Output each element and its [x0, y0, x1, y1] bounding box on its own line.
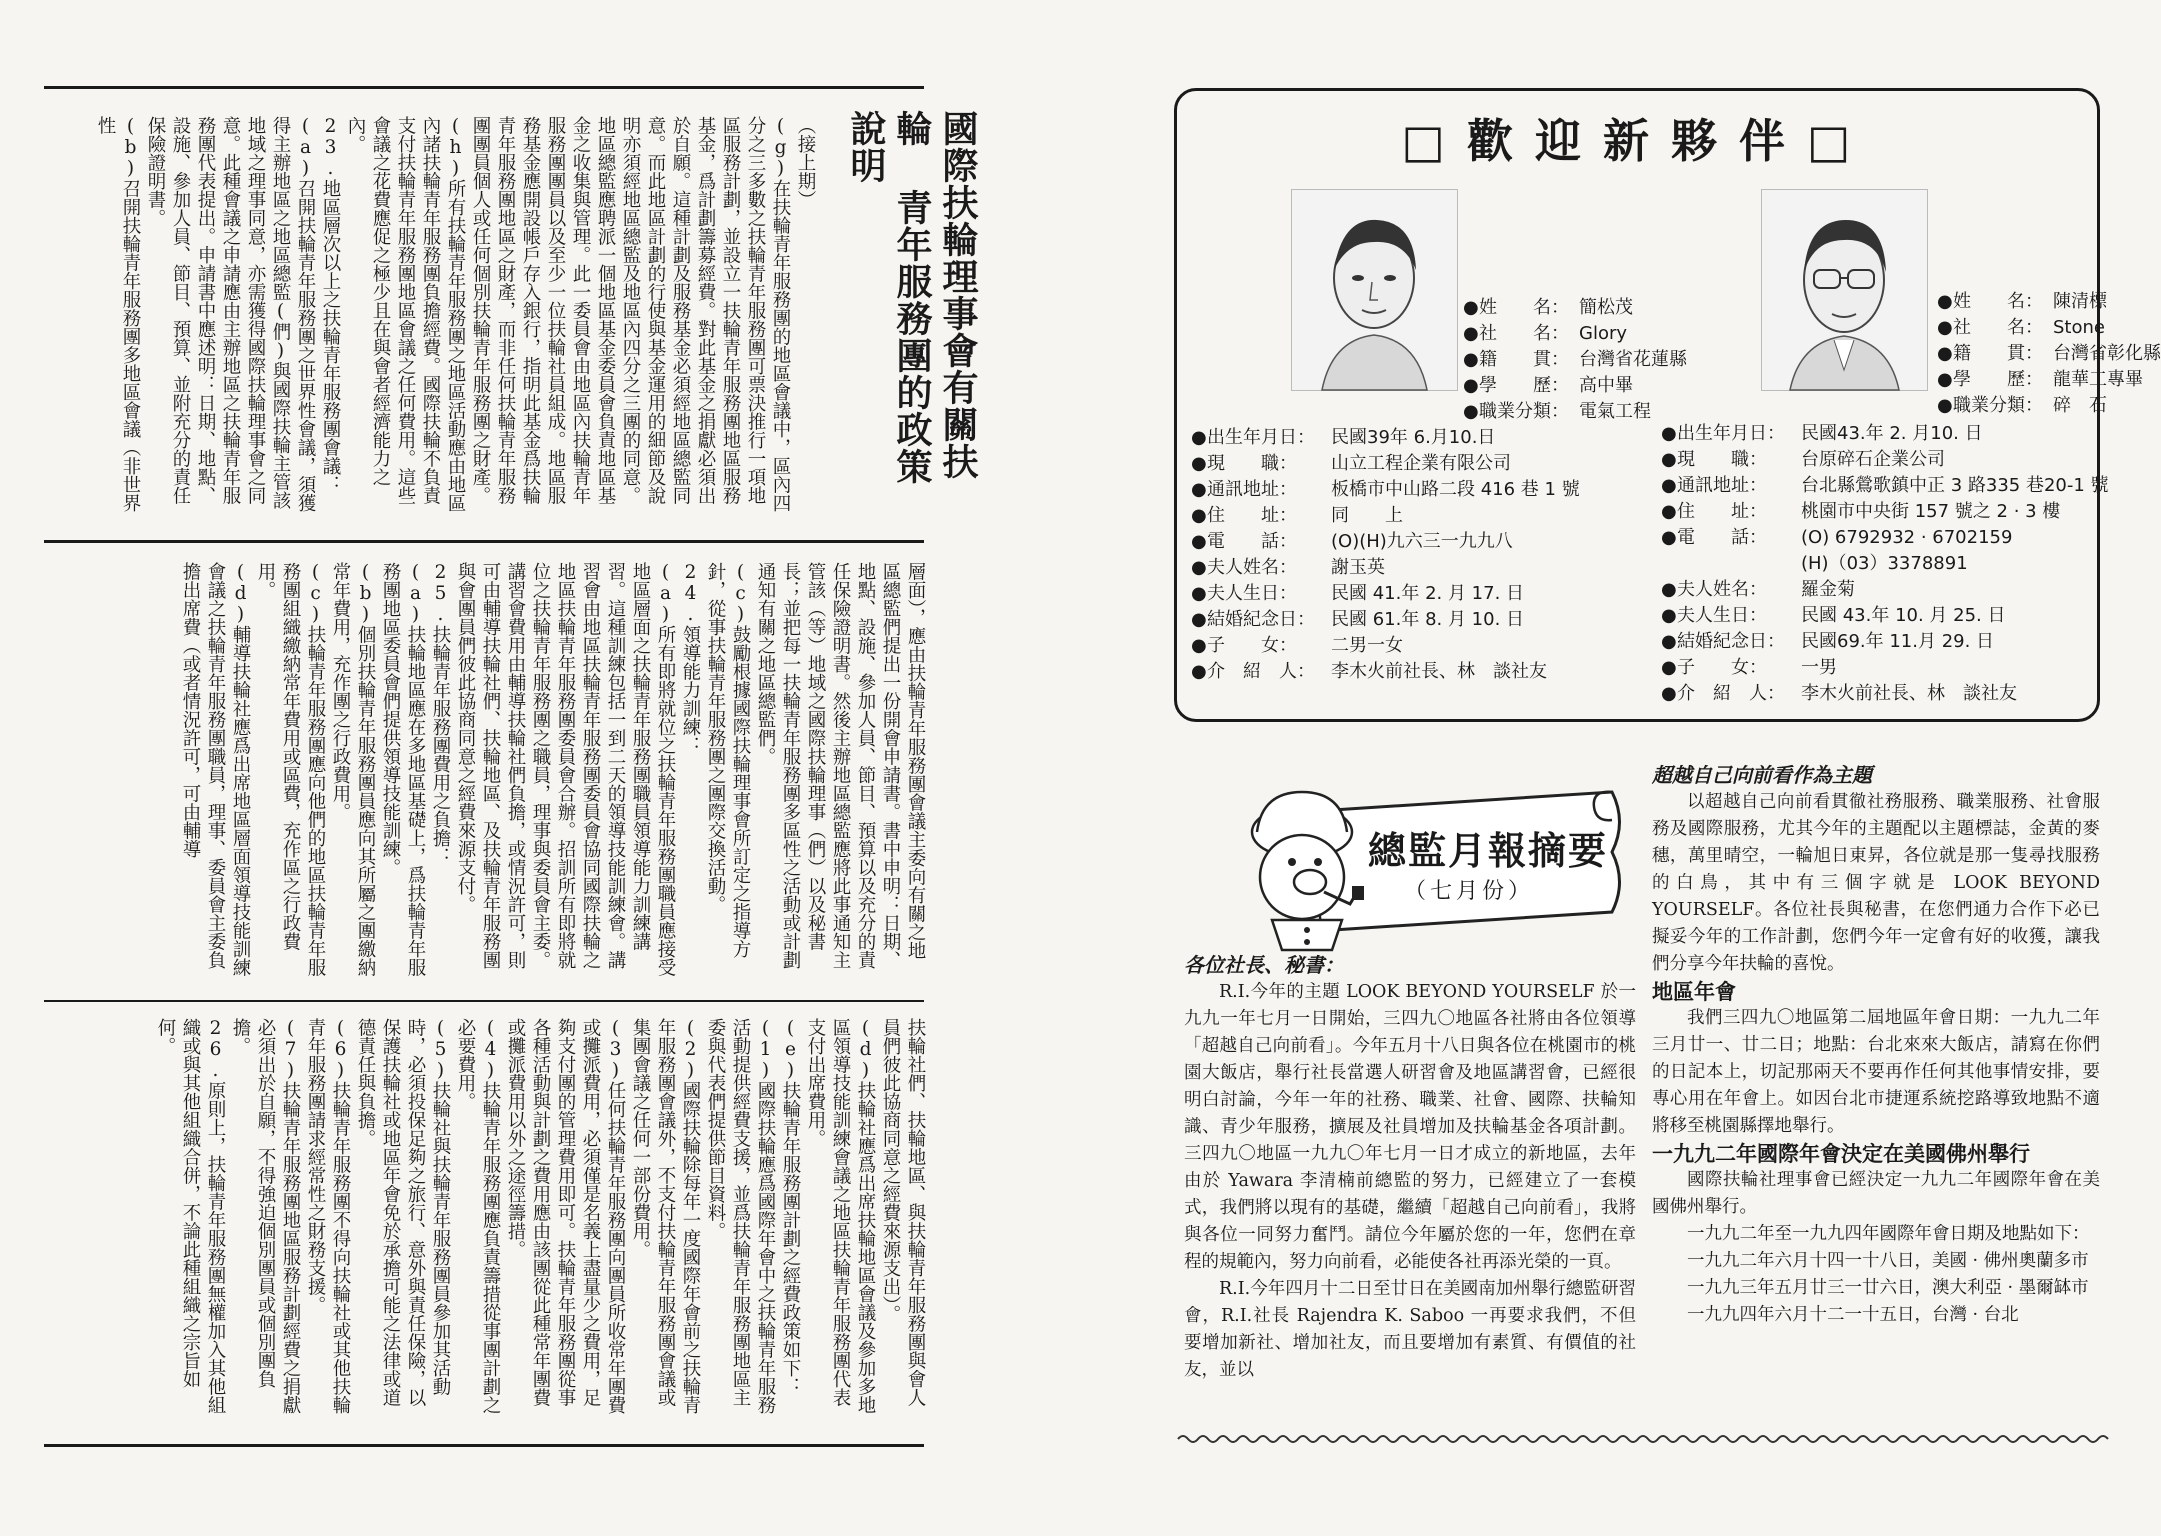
info-row: ●電 話： (O) 6792932 · 6702159 — [1661, 527, 2013, 548]
heading-23: 23.地區層次以上之扶輪青年服務團會議： — [320, 116, 341, 494]
para-23a: (a)召開扶輪青年服務團之世界性會議，須獲得主辦地區之地區總監(們)與國際扶輪主管該地域之理事同意，亦需獲得國際扶輪理事會之同意。此種會議之申請應由主辦地區之扶輪青年服務團代表提出。申請書中應述明：日期、地點、設施、參加人員、節目、預算、並附充分的責任保險證明書。 — [145, 116, 316, 512]
info-row: ●社 名： Glory — [1463, 323, 1628, 344]
member2-short-info — [1937, 289, 2161, 419]
summary-subtitle: （七月份） — [1404, 879, 1535, 904]
greeting: 各位社長、秘書： — [1184, 953, 1344, 977]
summary-right-column — [1652, 762, 2100, 1329]
wavy-divider — [1178, 1432, 2108, 1446]
info-row: ●通訊地址： 台北縣鶯歌鎮中正 3 路335 巷20-1 號 — [1661, 475, 2109, 496]
para-e5: (5)扶輪社與扶輪青年服務團員參加其活動時，必須投保足夠之旅行、意外與責任保險，以保護扶輪社或地區年會免於承擔可能之法律或道德責任與負擔。 — [355, 1018, 451, 1407]
summary-para-7: 一九九二年六月十四一十八日，美國 · 佛州奧蘭多市 — [1687, 1251, 2089, 1271]
policy-section-top — [48, 116, 818, 516]
info-row: ●現 職： 台原碎石企業公司 — [1661, 449, 1945, 470]
info-row: (H)（03）3378891 — [1801, 553, 1968, 574]
para-25d-cont: 扶輪社們、扶輪地區、與扶輪青年服務團與會人員們彼此協商同意之經費來源支出）。 — [880, 1018, 926, 1407]
info-row: ●學 歷： 高中畢 — [1463, 375, 1633, 396]
info-row: ●結婚紀念日： 民國 61.年 8. 月 10. 日 — [1191, 609, 1525, 630]
para-24a: (a)所有即將就位之扶輪青年服務團職員應接受地區層面之扶輪青年服務團職員領導能力訓練講習。這種訓練包括一到二天的領導技能訓練會。講習會由地區扶輪青年服務團委員會協同國際扶輪之地區扶輪青年服務團委員會合辦。招訓所有即將就位之扶輪青年服務團之職員，理事與委員會主委。講習會費用由輔導扶輪社們負擔，或情況許可，則可由輔導扶輪社們、扶輪地區、及扶輪青年服務團與會團員們彼此協商同意之經費來源支付。 — [455, 562, 676, 977]
info-row: ●出生年月日： 民國39年 6.月10.日 — [1191, 427, 1496, 448]
welcome-box — [1174, 88, 2161, 722]
summary-para-9: 一九九四年六月十二一十五日，台灣 · 台北 — [1687, 1305, 2019, 1325]
para-e: (e)扶輪青年服務團計劃之經費政策如下： — [780, 1018, 801, 1396]
para-c: (c)鼓勵根據國際扶輪理事會所訂定之指導方針，從事扶輪青年服務團之團際交換活動。 — [705, 562, 751, 958]
summary-para-2: R.I.今年四月十二日至廿日在美國南加州舉行總監研習會，R.I.社長 Rajendra K. Saboo 一再要求我們，不但要增加新社、增加社友，而且要增加有素質、有價值的社友，並以 — [1184, 1279, 1636, 1380]
info-row: ●電 話： (O)(H)九六三一九九八 — [1191, 531, 1513, 552]
info-row: ●職業分類： 電氣工程 — [1463, 401, 1651, 422]
heading-24: 24.領導能力訓練： — [680, 562, 701, 755]
portrait-icon — [1292, 190, 1457, 390]
para-e7: (7)扶輪青年服務團地區服務計劃經費之捐獻必須出於自願，不得強迫個別團員或個別團負擔。 — [230, 1018, 301, 1414]
portrait-icon — [1762, 190, 1927, 390]
member2-long-info — [1661, 421, 2109, 707]
info-row: ●子 女： 一男 — [1661, 657, 1837, 678]
mid-rule-2 — [44, 1000, 924, 1002]
info-row: ●夫人姓名： 謝玉英 — [1191, 557, 1385, 578]
para-g: (g)在扶輪青年服務團的地區會議中，區內四分之三多數之扶輪青年服務團可票決推行一項地區服務計劃，並設立一扶輪青年服務團地區服務基金，爲計劃籌募經費。對此基金之捐獻必須出於自願。這種計劃及服務基金必須經地區總監同意。而此地區計劃的行使與基金運用的細節及說明亦須經地區總監及地區內四分之三團的同意。地區總監應聘派一個地區基金委員會負責地區基金之收集與管理。此一委員會由地區內扶輪青年服務團團員以及至少一位扶輪社員組成。地區服務基金應開設帳戶存入銀行，指明此基金爲扶輪青年服務團地區之財產，而非任何扶輪青年服務團團員個人或任何個別扶輪青年服務團之財產。 — [470, 116, 791, 512]
info-row: ●結婚紀念日： 民國69.年 11.月 29. 日 — [1661, 631, 1995, 652]
para-23b: (b)召開扶輪青年服務團多地區會議（非世界性 — [95, 116, 141, 512]
info-row: ●社 名： Stone — [1937, 317, 2105, 338]
info-row: ●夫人生日： 民國 41.年 2. 月 17. 日 — [1191, 583, 1525, 604]
policy-title-line2: 青年服務團的政策說明 — [845, 110, 932, 485]
info-row: ●夫人姓名： 羅金菊 — [1661, 579, 1855, 600]
info-row: ●介 紹 人： 李木火前社長、林 談社友 — [1661, 683, 2017, 704]
summary-para-4: 我們三四九〇地區第二屆地區年會日期：一九九二年三月廿一、廿二日；地點：台北來來大飯店，請寫在你們的日記本上，切記那兩天不要再作任何其他事情安排，要專心用在年會上。如因台北市捷運系統挖路導致地點不適將移至桃園縣擇地舉行。 — [1652, 1008, 2100, 1136]
info-row: ●姓 名： 陳清標 — [1937, 291, 2107, 312]
bottom-rule — [44, 1444, 924, 1447]
info-row: ●籍 貫： 台灣省彰化縣 — [1937, 343, 2161, 364]
summary-title: 總監月報摘要 — [1368, 829, 1609, 873]
para-e4: (4)扶輪青年服務團應負責籌措從事團計劃之必要費用。 — [455, 1018, 501, 1414]
convention-heading: 一九九二年國際年會決定在美國佛州舉行 — [1652, 1141, 2030, 1166]
mid-rule-1 — [44, 540, 924, 543]
info-row: ●現 職： 山立工程企業有限公司 — [1191, 453, 1511, 474]
para-e1: (1)國際扶輪應爲國際年會中之扶輪青年服務活動提供經費支援，並爲扶輪青年服務團地區主委與代表們提供節目資料。 — [705, 1018, 776, 1414]
para-25b: (b)個別扶輪青年服務團員應向其所屬之團繳納常年費用，充作團之行政費用。 — [330, 562, 376, 977]
info-row: ●通訊地址： 板橋市中山路二段 416 巷 1 號 — [1191, 479, 1580, 500]
summary-para-3: 以超越自己向前看貫徹社務服務、職業服務、社會服務及國際服務，尤其今年的主題配以主題標誌，金黃的麥穗，萬里晴空，一輪旭日東昇，各位就是那一隻尋找服務的白鳥，其中有三個字就是 LOOK BEYOND YOURSELF。各位社長與秘書，在您們通力合作下必已擬妥今年的工作計劃，您們今年一定會有好的收獲，讓我們分享今年扶輪的喜悅。 — [1652, 792, 2100, 974]
para-e6: (6)扶輪青年服務團不得向扶輪社或其他扶輪青年服務團請求經常性之財務支援。 — [305, 1018, 351, 1414]
info-row: ●子 女： 二男一女 — [1191, 635, 1403, 656]
para-d: (d)扶輪社應爲出席扶輪地區會議及參加多地區領導技能訓練會議之地區扶輪青年服務團代表支付出席費用。 — [805, 1018, 876, 1414]
district-conference-heading: 地區年會 — [1652, 979, 1736, 1004]
member1-photo — [1291, 189, 1458, 391]
info-row: ●夫人生日： 民國 43.年 10. 月 25. 日 — [1661, 605, 2006, 626]
right-page — [1072, 0, 2161, 1536]
top-rule — [44, 86, 924, 89]
heading-25: 25.扶輪青年服務團費用之負擔： — [430, 562, 451, 866]
summary-para-8: 一九九三年五月廿三一廿六日，澳大利亞 · 墨爾缽市 — [1687, 1278, 2089, 1298]
policy-section-middle — [48, 562, 928, 977]
summary-left-column — [1184, 952, 1636, 1384]
summary-para-5: 國際扶輪社理事會已經決定一九九二年國際年會在美國佛州舉行。 — [1652, 1170, 2100, 1217]
summary-para-6: 一九九二年至一九九四年國際年會日期及地點如下： — [1687, 1224, 2090, 1244]
info-row: ●籍 貫： 台灣省花蓮縣 — [1463, 349, 1687, 370]
para-25a: (a)扶輪地區應在多地區基礎上，爲扶輪青年服務團地區委員會們提供領導技能訓練。 — [380, 562, 426, 977]
para-e2: (2)國際扶輪除每年一度國際年會前之扶輪青年服務團會議外，不支付扶輪青年服務團會議或集團會議之任何一部份費用。 — [630, 1018, 701, 1414]
policy-section-bottom — [48, 1018, 928, 1418]
para-23b-cont: 層面），應由扶輪青年服務團會議主委向有關之地區總監們提出一份開會申請書。書中申明：日期、地點、設施、參加人員、節目、預算以及充分的責任保險證明書。然後主辦地區總監應將此事通知主管該（等）地域之國際扶輪理事（們）以及秘書長；並把每一扶輪青年服務團多區性之活動或計劃通知有關之地區總監們。 — [755, 562, 926, 969]
info-row: ●學 歷： 龍華工專畢 — [1937, 369, 2143, 390]
para-25c: (c)扶輪青年服務團應向他們的地區扶輪青年服務團組織繳納常年費用或區費，充作區之行政費用。 — [255, 562, 326, 977]
info-row: ●職業分類： 碎 石 — [1937, 395, 2107, 416]
summary-para-1: R.I.今年的主題 LOOK BEYOND YOURSELF 於一九九一年七月一日開始，三四九〇地區各社將由各位領導「超越自己向前看」。今年五月十八日與各位在桃園市的桃園大飯店，舉行社長當選人研習會及地區講習會，已經很明白討論，今年一年的社務、職業、社會、國際、扶輪知識、青少年服務，擴展及社員增加及扶輪基金各項計劃。三四九〇地區一九九〇年七月一日才成立的新地區，去年由於 Yawara 李清楠前總監的努力，已經建立了一套模式，我們將以現有的基礎，繼續「超越自己向前看」，我將與各位一同努力奮鬥。請位今年屬於您的一年，您們在章程的規範內，努力向前看，必能使各社再添光榮的一頁。 — [1184, 982, 1636, 1272]
para-h: (h)所有扶輪青年服務團之地區活動應由地區內諸扶輪青年服務團負擔經費。國際扶輪不負責支付扶輪青年服務團地區會議之任何費用。這些會議之花費應促之極少且在與會者經濟能力之內。 — [345, 116, 466, 512]
para-26: 26.原則上，扶輪青年服務團無權加入其他組織或與其他組織合併，不論此種組織之宗旨如何。 — [155, 1018, 226, 1414]
para-25d: (d)輔導扶輪社應爲出席地區層面領導技能訓練會議之扶輪青年服務團職員，理事、委員會主委負擔出席費（或者情況許可，可由輔導 — [180, 562, 251, 977]
member1-long-info — [1191, 425, 1580, 685]
member2-photo — [1761, 189, 1928, 391]
info-row: ●住 址： 同 上 — [1191, 505, 1403, 526]
theme-heading: 超越自己向前看作為主題 — [1652, 763, 1872, 787]
info-row: ●出生年月日： 民國43.年 2. 月10. 日 — [1661, 423, 1983, 444]
left-page — [0, 0, 1072, 1536]
info-row: ●住 址： 桃園市中央街 157 號之 2 · 3 樓 — [1661, 501, 2061, 522]
policy-title-line1: 國際扶輪理事會有關扶輪 — [891, 110, 978, 480]
info-row: ●介 紹 人： 李木火前社長、林 談社友 — [1191, 661, 1547, 682]
para-e3: (3)任何扶輪青年服務團向團員所收常年團費或攤派費用，必須僅是名義上盡量少之費用，足夠支付團的管理費用即可。扶輪青年服務團從事各種活動與計劃之費用應由該團從此種常年團費或攤派費用以外之途徑籌措。 — [505, 1018, 626, 1414]
welcome-title: □歡迎新夥伴□ — [1401, 114, 1873, 168]
policy-title — [842, 110, 980, 490]
member1-short-info — [1463, 295, 1687, 425]
continued-label: （接上期） — [795, 116, 816, 209]
info-row: ●姓 名： 簡松茂 — [1463, 297, 1633, 318]
